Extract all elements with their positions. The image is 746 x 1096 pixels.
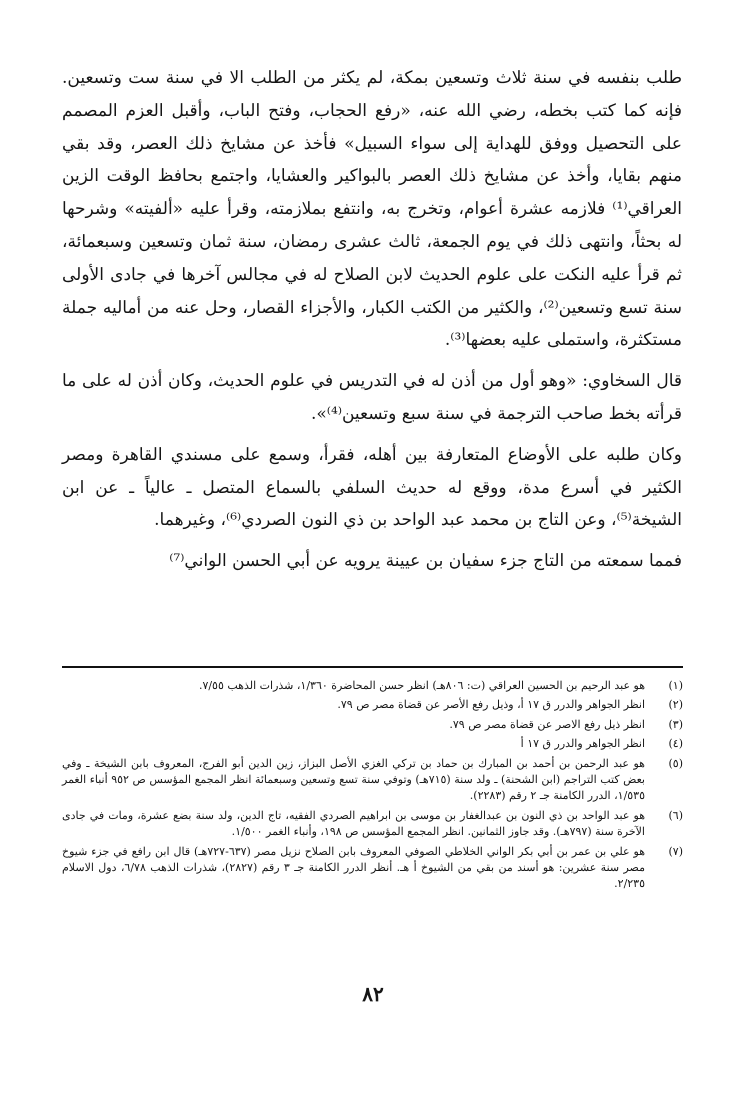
footnote xyxy=(62,756,683,805)
footnote xyxy=(62,697,683,713)
footnote-text: هو عبد الواحد بن ذي النون بن عبدالغفار بن موسى بن ابراهيم الصردي الفقيه، تاج الدين، ولد سنة بضع عشرة، ومات في جادى الآخرة سنة (٧٩٧هـ). وقد جاوز الثمانين. انظر المجمع المؤسس ص ١٩٨، وأنباء الغمر ١/٥٠٠. xyxy=(62,808,645,839)
paragraph: فمما سمعته من التاج جزء سفيان بن عيينة يرويه عن أبي الحسن الواني⁽⁷⁾ xyxy=(169,551,682,572)
footnote-text: هو علي بن عمر بن أبي بكر الواني الخلاطي الصوفي المعروف بابن الصلاح نزيل مصر (٦٣٧-٧٢٧هـ) قال ابن رافع في جزء شيوخ مصر سنة عشرين: هو أسند من بقي من الشيوخ أ هـ. أنظر الدرر الكامنة جـ ٣ رقم (٢٨٢٧)، شذرات الذهب ٦/٧٨، دول الاسلام ٢/٢٣٥. xyxy=(62,844,645,891)
footnote-number: (١) xyxy=(668,679,683,692)
footnote-text: انظر ذيل رفع الاصر عن قضاة مصر ص ٧٩. xyxy=(449,717,645,731)
main-text xyxy=(62,62,682,578)
footnote-separator xyxy=(62,666,683,668)
footnote xyxy=(62,844,683,893)
footnote xyxy=(62,808,683,841)
footnote-text: هو عبد الرحمن بن أحمد بن المبارك بن حماد بن تركي الغزي الأصل البزاز، زين الدين أبو الفرج، المعروف بابن الشيخة ـ وفي بعض كتب التراجم (ابن الشحنة) ـ ولد سنة (٧١٥هـ) وتوفي سنة تسع وتسعين وسبعمائة انظر المجمع المؤسس ص ٩٥٢ أنباء الغمر ١/٥٣٥، الدرر الكامنة جـ ٢ رقم (٢٢٨٣). xyxy=(62,756,645,803)
paragraph: طلب بنفسه في سنة ثلاث وتسعين بمكة، لم يكثر من الطلب الا في سنة ست وتسعين. فإنه كما كتب بخطه، رضي الله عنه، «رفع الحجاب، وفتح الباب، وأقبل العزم المصمم على التحصيل ووفق للهداية إلى سواء السبيل» فأخذ عن مشايخ ذلك العصر، وقد بقي منهم بقايا، وأخذ عن مشايخ ذلك العصر بالبواكير والعشايا، واجتمع بحافظ الوقت الزين العراقي⁽¹⁾ فلازمه عشرة أعوام، وتخرج به، وانتفع بملازمته، وقرأ عليه «ألفيته» وشرحها له بحثاً، وانتهى ذلك في يوم الجمعة، ثالث عشرى رمضان، سنة ثمان وتسعين وسبعمائة، ثم قرأ عليه النكت على علوم الحديث لابن الصلاح له في مجالس آخرها في جادى الأولى سنة تسع وتسعين⁽²⁾، والكثير من الكتب الكبار، والأجزاء القصار، وحل عنه من أماليه جملة مستكثرة، واستملى عليه بعضها⁽³⁾. xyxy=(62,68,682,351)
paragraph: قال السخاوي: «وهو أول من أذن له في التدريس في علوم الحديث، وكان أذن له على ما قرأته بخط صاحب الترجمة في سنة سبع وتسعين⁽⁴⁾». xyxy=(62,371,682,424)
paragraph: وكان طلبه على الأوضاع المتعارفة بين أهله، فقرأ، وسمع على مسندي القاهرة ومصر الكثير في أسرع مدة، ووقع له حديث السلفي بالسماع المتصل ـ عالياً ـ عن ابن الشيخة⁽⁵⁾، وعن التاج بن محمد عبد الواحد بن ذي النون الصردي⁽⁶⁾، وغيرهما. xyxy=(62,444,682,531)
footnote-text: انظر الجواهر والدرر ق ١٧ أ، وذيل رفع الأصر عن قضاة مصر ص ٧٩. xyxy=(337,698,645,712)
page-number: ٨٢ xyxy=(362,982,384,1006)
footnotes xyxy=(62,678,683,896)
footnote-number: (٣) xyxy=(668,717,683,731)
footnote-number: (٤) xyxy=(668,737,683,751)
footnote-number: (٧) xyxy=(668,844,683,858)
footnote xyxy=(62,717,683,733)
footnote-number: (٥) xyxy=(668,756,683,770)
footnote-number: (٢) xyxy=(668,698,683,712)
footnote xyxy=(62,678,683,694)
footnote-text: انظر الجواهر والدرر ق ١٧ أ xyxy=(520,737,645,751)
footnote xyxy=(62,736,683,752)
footnote-number: (٦) xyxy=(668,808,683,822)
footnote-text: هو عبد الرحيم بن الحسين العراقي (ت: ٨٠٦هـ) انظر حسن المحاضرة ١/٣٦٠، شذرات الذهب ٧/٥٥. xyxy=(198,679,645,692)
